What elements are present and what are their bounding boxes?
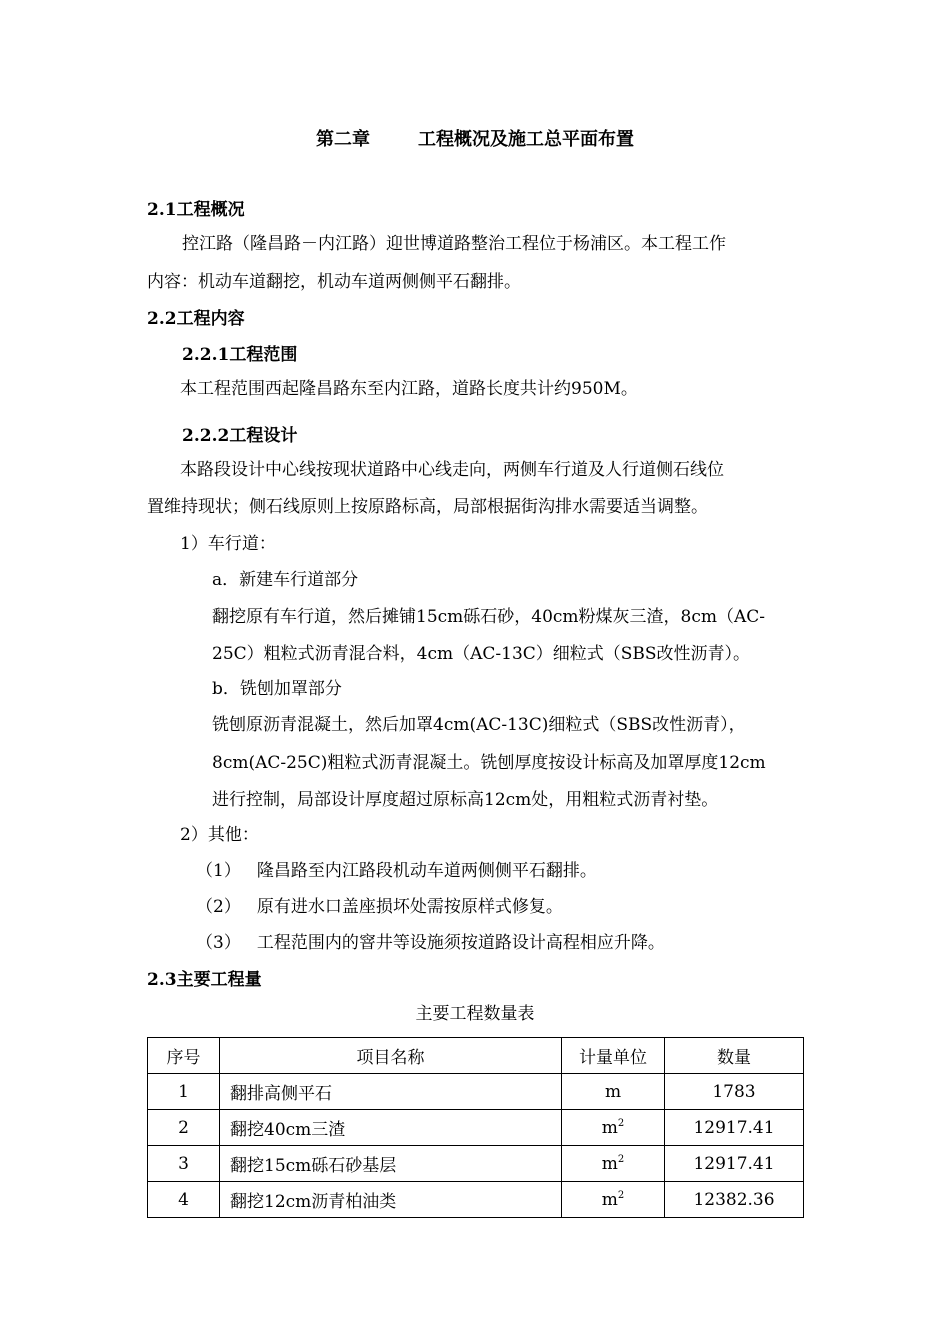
unit-superscript: 2 [617,1153,625,1165]
table-row [148,1146,804,1182]
chapter-title [0,131,950,149]
unit-text: m [604,1081,622,1102]
item-2-label: 2）其他： [180,825,259,845]
item-2-sub-2-text: 原有进水口盖座损坏处需按原样式修复。 [256,897,563,917]
item-1-label: 1）车行道： [180,534,276,554]
item-2-sub-2-num: （2） [196,897,241,917]
cell-item-name: 翻挖15cm砾石砂基层 [220,1146,562,1182]
section-2-2-1-text: 本工程范围西起隆昌路东至内江路，道路长度共计约950M。 [180,379,638,399]
table-row [148,1074,804,1110]
table-row [148,1110,804,1146]
cell-quantity: 1783 [665,1074,804,1110]
cell-quantity: 12917.41 [665,1110,804,1146]
section-2-2-heading: 2.2工程内容 [147,309,245,329]
section-2-1-para-line-2: 内容：机动车道翻挖，机动车道两侧侧平石翻排。 [147,272,521,292]
unit-text: m [601,1117,618,1138]
unit-text: m [601,1189,618,1210]
section-2-3-heading: 2.3主要工程量 [147,970,262,990]
item-2-sub-2 [196,899,563,916]
item-2-sub-3-num: （3） [196,933,241,953]
cell-unit [562,1110,665,1146]
cell-item-name: 翻挖12cm沥青柏油类 [220,1182,562,1218]
item-1a-line-2: 25C）粗粒式沥青混合料，4cm（AC-13C）细粒式（SBS改性沥青）。 [212,644,751,664]
header-item-name: 项目名称 [220,1038,562,1074]
section-2-2-1-heading: 2.2.1工程范围 [182,345,298,365]
cell-item-name: 翻排高侧平石 [220,1074,562,1110]
cell-no: 3 [148,1146,220,1182]
header-unit: 计量单位 [562,1038,665,1074]
table-row [148,1182,804,1218]
chapter-name: 工程概况及施工总平面布置 [418,129,634,150]
unit-superscript: 2 [617,1189,625,1201]
table-caption: 主要工程数量表 [415,1004,535,1024]
cell-no: 2 [148,1110,220,1146]
quantity-table [147,1037,804,1218]
item-2-sub-3 [196,935,665,952]
cell-no: 1 [148,1074,220,1110]
header-no: 序号 [148,1038,220,1074]
item-2-sub-1-num: （1） [196,861,241,881]
cell-quantity: 12382.36 [665,1182,804,1218]
cell-unit [562,1146,665,1182]
section-2-2-2-para-line-1: 本路段设计中心线按现状道路中心线走向，两侧车行道及人行道侧石线位 [180,460,724,480]
item-1b-line-1: 铣刨原沥青混凝土，然后加罩4cm(AC-13C)细粒式（SBS改性沥青）， [212,715,746,735]
item-1b-line-2: 8cm(AC-25C)粗粒式沥青混凝土。铣刨厚度按设计标高及加罩厚度12cm [212,753,766,773]
item-1b-line-3: 进行控制，局部设计厚度超过原标高12cm处，用粗粒式沥青衬垫。 [212,790,719,810]
cell-unit [562,1074,665,1110]
section-2-2-2-para-line-2: 置维持现状；侧石线原则上按原路标高，局部根据街沟排水需要适当调整。 [147,497,708,517]
item-2-sub-1 [196,863,597,880]
item-1b-label: b．铣刨加罩部分 [212,679,342,699]
unit-superscript: 2 [617,1117,625,1129]
section-2-2-2-heading: 2.2.2工程设计 [182,426,298,446]
section-2-1-heading: 2.1工程概况 [147,200,245,220]
cell-item-name: 翻挖40cm三渣 [220,1110,562,1146]
cell-quantity: 12917.41 [665,1146,804,1182]
item-1a-label: a．新建车行道部分 [212,570,359,590]
item-1a-line-1: 翻挖原有车行道，然后摊铺15cm砾石砂，40cm粉煤灰三渣，8cm（AC- [212,607,766,627]
cell-unit [562,1182,665,1218]
cell-no: 4 [148,1182,220,1218]
chapter-number: 第二章 [316,129,370,150]
section-2-1-para-line-1: 控江路（隆昌路－内江路）迎世博道路整治工程位于杨浦区。本工程工作 [182,234,726,254]
header-quantity: 数量 [665,1038,804,1074]
item-2-sub-1-text: 隆昌路至内江路段机动车道两侧侧平石翻排。 [256,861,597,881]
table-header-row [148,1038,804,1074]
unit-text: m [601,1153,618,1174]
item-2-sub-3-text: 工程范围内的窨井等设施须按道路设计高程相应升降。 [256,933,665,953]
